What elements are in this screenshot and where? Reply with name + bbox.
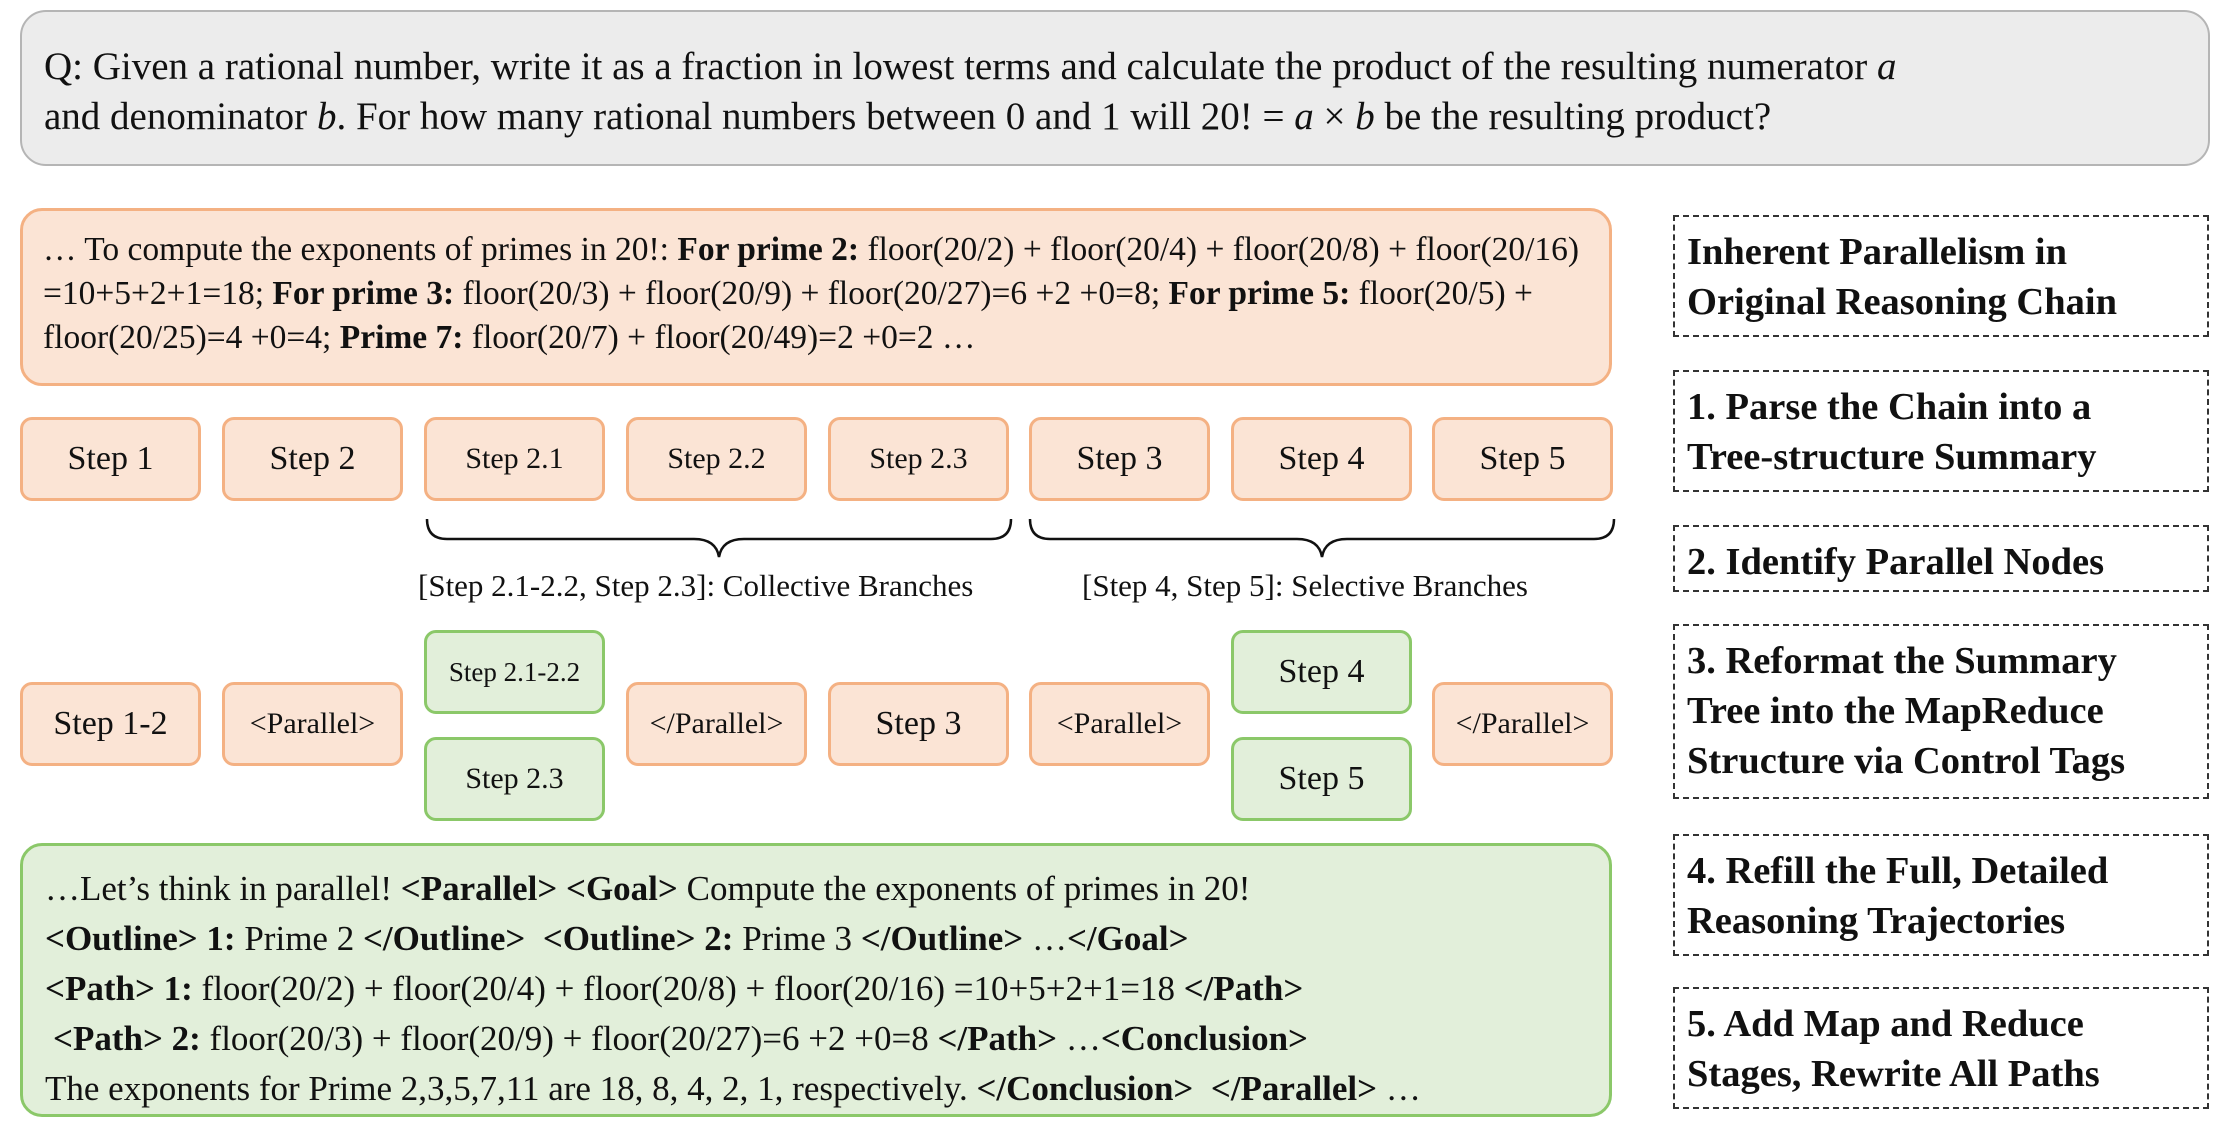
output-text: … — [1057, 1019, 1101, 1058]
output-line-3 — [45, 964, 1587, 1014]
step-1: Step 1 — [20, 417, 201, 501]
parallel-close-tag: </Parallel> — [626, 682, 807, 766]
control-tag: </Outline> — [860, 919, 1024, 958]
output-line-2 — [45, 914, 1587, 964]
output-text: Prime 3 — [733, 919, 861, 958]
stage-title: Original Reasoning Chain — [1687, 281, 2118, 323]
output-line-1 — [45, 864, 1587, 914]
stage-title: Tree-structure Summary — [1687, 436, 2097, 478]
branch-step-2-3: Step 2.3 — [424, 737, 605, 821]
stage-5-add-map-reduce — [1673, 987, 2209, 1109]
control-tag: </Path> — [937, 1019, 1058, 1058]
stage-title: Tree into the MapReduce — [1687, 690, 2104, 732]
collective-bracket — [424, 515, 1014, 561]
stage-title: Stages, Rewrite All Paths — [1687, 1053, 2100, 1095]
step-1-2: Step 1-2 — [20, 682, 201, 766]
chain-text: floor(20/5) + floor(20/25)=4 +0=4; — [43, 275, 1533, 356]
question-box — [20, 10, 2210, 166]
stage-title: 1. Parse the Chain into a — [1687, 386, 2092, 428]
step-4: Step 4 — [1231, 417, 1412, 501]
selective-bracket — [1027, 515, 1617, 561]
step-5: Step 5 — [1432, 417, 1613, 501]
step-3: Step 3 — [1029, 417, 1210, 501]
chain-bold: For prime 5: — [1168, 275, 1351, 312]
control-tag: </Path> — [1183, 969, 1304, 1008]
output-text: Compute the exponents of primes in 20! — [677, 869, 1251, 908]
branch-step-4: Step 4 — [1231, 630, 1412, 714]
step-3-merged: Step 3 — [828, 682, 1009, 766]
parallel-open-tag: <Parallel> — [1029, 682, 1210, 766]
stage-title: 4. Refill the Full, Detailed — [1687, 850, 2109, 892]
stage-title: Inherent Parallelism in — [1687, 231, 2067, 273]
variable-b: b — [316, 95, 337, 138]
variable-b: b — [1355, 95, 1375, 138]
control-tag: </Outline> <Outline> 2: — [362, 919, 734, 958]
output-text: … — [1377, 1069, 1421, 1108]
control-tag: <Outline> 1: — [45, 919, 236, 958]
chain-bold: Prime 7: — [339, 319, 464, 356]
original-reasoning-chain — [20, 208, 1612, 386]
question-text: be the resulting product? — [1374, 95, 1772, 138]
selective-branches-label: [Step 4, Step 5]: Selective Branches — [1082, 568, 1528, 603]
chain-text: floor(20/3) + floor(20/9) + floor(20/27)=6 +2 +0=8; — [454, 275, 1169, 312]
question-line-1 — [44, 42, 2186, 92]
question-text: Q: Given a rational number, write it as a fraction in lowest terms and calculate the product of the resulting numerator — [44, 45, 1877, 88]
control-tag: <Path> 2: — [53, 1019, 201, 1058]
stage-title: 3. Reformat the Summary — [1687, 640, 2117, 682]
stage-title: Reasoning Trajectories — [1687, 900, 2066, 942]
variable-a: a — [1877, 45, 1897, 88]
control-tag: <Conclusion> — [1100, 1019, 1308, 1058]
stage-title: 5. Add Map and Reduce — [1687, 1003, 2084, 1045]
times-symbol: × — [1313, 95, 1356, 138]
parallel-open-tag: <Parallel> — [222, 682, 403, 766]
chain-text: … To compute the exponents of primes in 20!: — [43, 231, 678, 268]
control-tag: </Goal> — [1066, 919, 1189, 958]
step-2-1: Step 2.1 — [424, 417, 605, 501]
question-text: and denominator — [44, 95, 317, 138]
output-line-4 — [45, 1014, 1587, 1064]
control-tag: <Path> 1: — [45, 969, 193, 1008]
output-text: Prime 2 — [235, 919, 363, 958]
output-line-5 — [45, 1064, 1587, 1114]
parallel-close-tag: </Parallel> — [1432, 682, 1613, 766]
stage-3-reformat-mapreduce — [1673, 624, 2209, 799]
step-2: Step 2 — [222, 417, 403, 501]
output-text: … — [1023, 919, 1067, 958]
chain-bold: For prime 2: — [677, 231, 860, 268]
control-tag: <Parallel> <Goal> — [400, 869, 678, 908]
step-2-2: Step 2.2 — [626, 417, 807, 501]
chain-text: floor(20/2) + floor(20/4) + floor(20/8) + floor(20/16) =10+5+2+1=18; — [43, 231, 1580, 312]
output-text: The exponents for Prime 2,3,5,7,11 are 18, 8, 4, 2, 1, respectively. — [45, 1069, 977, 1108]
branch-step-2-1-2-2: Step 2.1-2.2 — [424, 630, 605, 714]
output-text: floor(20/3) + floor(20/9) + floor(20/27)=6 +2 +0=8 — [200, 1019, 938, 1058]
variable-a: a — [1294, 95, 1314, 138]
stage-2-identify-parallel — [1673, 525, 2209, 592]
control-tag: </Conclusion> </Parallel> — [976, 1069, 1378, 1108]
branch-step-5: Step 5 — [1231, 737, 1412, 821]
stage-title: 2. Identify Parallel Nodes — [1687, 541, 2105, 583]
output-text: …Let’s think in parallel! — [45, 869, 401, 908]
stage-1-parse-chain — [1673, 370, 2209, 492]
stage-4-refill-trajectories — [1673, 834, 2209, 956]
question-line-2 — [44, 92, 2186, 142]
chain-text: floor(20/7) + floor(20/49)=2 +0=2 … — [463, 319, 976, 356]
parallel-reasoning-output — [20, 843, 1612, 1117]
collective-branches-label: [Step 2.1-2.2, Step 2.3]: Collective Branches — [418, 568, 974, 603]
chain-bold: For prime 3: — [272, 275, 455, 312]
question-text: . For how many rational numbers between 0 and 1 will 20! = — [336, 95, 1295, 138]
stage-title: Structure via Control Tags — [1687, 740, 2126, 782]
output-text: floor(20/2) + floor(20/4) + floor(20/8) + floor(20/16) =10+5+2+1=18 — [192, 969, 1184, 1008]
step-2-3: Step 2.3 — [828, 417, 1009, 501]
stage-inherent-parallelism — [1673, 215, 2209, 337]
